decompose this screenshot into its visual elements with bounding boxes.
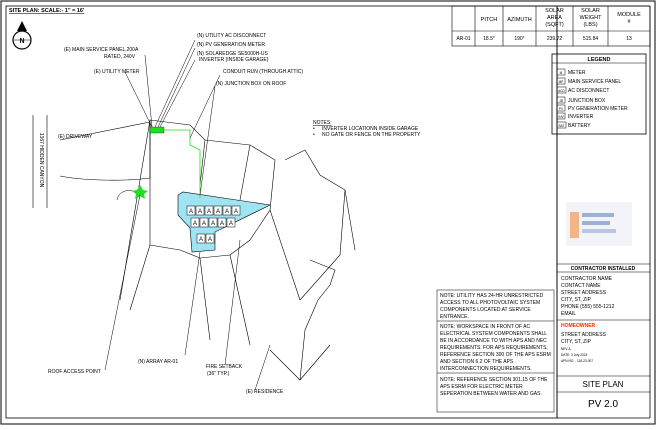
legend-symbol: JB <box>559 98 563 103</box>
label-fire-setback: FIRE SETBACK <box>206 364 243 370</box>
label-fire-setback-distance: (36" TYP.) <box>207 371 230 377</box>
svg-text:ELECTRICAL SYSTEM COMPONENTS S: ELECTRICAL SYSTEM COMPONENTS SHALL <box>440 331 548 337</box>
svg-text:AND SECTION 6.2 OF THE APS: AND SECTION 6.2 OF THE APS <box>440 359 514 365</box>
module-label: A <box>197 209 203 215</box>
svg-text:NOTE: REFERENCE SECTION 301.15: NOTE: REFERENCE SECTION 301.15 OF THE <box>440 377 548 383</box>
label-roof-access: ROOF ACCESS POINT <box>48 369 101 375</box>
legend-label: JUNCTION BOX <box>568 98 606 104</box>
legend <box>552 54 646 134</box>
homeowner-line: STREET ADDRESS <box>561 332 606 338</box>
side-note-workspace <box>440 324 551 372</box>
street-label: 1367 HIDDEN CANYON <box>38 132 44 188</box>
label-main-service-panel-rating: RATED, 240V <box>104 54 136 60</box>
homeowner-small: NEV-A <box>561 347 571 351</box>
homeowner-title: HOMEOWNER <box>561 323 596 329</box>
svg-text:NOTE: WORKSPACE IN FRONT OF AC: NOTE: WORKSPACE IN FRONT OF AC <box>440 324 531 330</box>
contractor-line: CONTRACTOR NAME <box>561 276 613 282</box>
svg-text:INTERCONNECTION REQUIREMENTS.: INTERCONNECTION REQUIREMENTS. <box>440 366 532 372</box>
module-label: A <box>206 209 212 215</box>
conduit-run <box>132 127 200 199</box>
module-label: A <box>188 209 194 215</box>
side-note-meter-separation <box>440 377 548 397</box>
module-label: A <box>219 221 225 227</box>
svg-text:COMPONENTS LOCATED AT SERVICE: COMPONENTS LOCATED AT SERVICE <box>440 307 531 313</box>
label-main-service-panel: (E) MAIN SERVICE PANEL,200A <box>64 47 139 53</box>
homeowner-line: CITY, ST, ZIP <box>561 339 591 345</box>
legend-symbol: MP <box>558 79 564 84</box>
module-label: A <box>215 209 221 215</box>
table-header-solar-area: SOLAR AREA (SQFT) <box>545 8 564 28</box>
label-conduit: CONDUIT RUN (THROUGH ATTIC) <box>223 69 304 75</box>
legend-item-main-service-panel <box>557 78 621 85</box>
site-plan-scale: SITE PLAN: SCALE:- 1" = 16' <box>9 8 85 14</box>
table-header-module: MODULE # <box>617 12 641 25</box>
contractor-line: STREET ADDRESS <box>561 290 606 296</box>
module-label: A <box>224 209 230 215</box>
label-inverter-location: INVERTER (INSIDE GARAGE) <box>199 57 269 63</box>
module-label: A <box>228 221 234 227</box>
sheet-name: SITE PLAN <box>582 380 624 389</box>
module-label: A <box>207 237 213 243</box>
module-label: A <box>192 221 198 227</box>
table-cell-array-id: AR-01 <box>456 36 471 42</box>
contractor-line: CITY, ST, ZIP <box>561 297 591 303</box>
legend-item-inverter <box>557 113 594 120</box>
contractor-line: EMAIL <box>561 311 577 317</box>
legend-symbol: BAT <box>558 123 565 128</box>
svg-text:REFERENCE SECTION 300 OF THE A: REFERENCE SECTION 300 OF THE APS ESRM <box>440 352 551 358</box>
label-utility-meter: (E) UTILITY METER <box>94 69 140 75</box>
plan-note: NO GATE OR FENCE ON THE PROPERTY <box>322 132 421 138</box>
sheet-number: PV 2.0 <box>587 399 619 410</box>
contractor-line: CONTACT NAME <box>561 283 601 289</box>
legend-label: MAIN SERVICE PANEL <box>568 79 622 85</box>
module-label: A <box>201 221 207 227</box>
label-ac-disconnect: (N) UTILITY AC DISCONNECT <box>197 33 267 39</box>
label-pv-meter: (N) PV GENERATION METER <box>197 42 265 48</box>
table-cell-pitch: 18.5° <box>483 36 495 42</box>
svg-text:BE IN ACCORDANCE TO WITH APS A: BE IN ACCORDANCE TO WITH APS AND NEC <box>440 338 547 344</box>
svg-text:ACCESS TO ALL PHOTOVOLTAIC SYS: ACCESS TO ALL PHOTOVOLTAIC SYSTEM <box>440 300 541 306</box>
svg-text:SEPERATION BETWEEN WATER AND G: SEPERATION BETWEEN WATER AND GAS. <box>440 391 542 397</box>
legend-label: AC DISCONNECT <box>568 88 610 94</box>
label-junction-box: (N) JUNCTION BOX ON ROOF <box>216 81 287 87</box>
driveway-label: (E) DRIVEWAY <box>58 134 93 140</box>
side-note-utility-access <box>440 293 544 320</box>
plan-notes <box>313 120 421 138</box>
legend-symbol: PV <box>558 106 564 111</box>
legend-title: LEGEND <box>587 57 611 63</box>
svg-text:•: • <box>313 132 315 138</box>
label-array: (N) ARRAY AR-01 <box>138 359 179 365</box>
table-cell-azimuth: 190° <box>514 36 525 42</box>
legend-symbol: ACD <box>558 88 565 93</box>
table-header-azimuth: AZIMUTH <box>507 17 532 23</box>
north-label: N <box>19 38 25 45</box>
homeowner-small: APN NO: - 118-23-007 <box>561 359 594 363</box>
module-label: A <box>198 237 204 243</box>
module-row-2 <box>191 218 235 227</box>
table-header-pitch: PITCH <box>480 17 498 23</box>
contractor-logo <box>566 202 632 246</box>
module-label: A <box>210 221 216 227</box>
label-residence: (E) RESIDENCE <box>246 389 284 395</box>
legend-item-ac-disconnect <box>557 87 609 94</box>
svg-text:APS ESRM FOR ELECTRIC METER: APS ESRM FOR ELECTRIC METER <box>440 384 523 390</box>
legend-label: METER <box>568 70 586 76</box>
driveway <box>58 122 150 180</box>
svg-text:NOTE: UTILITY HAS 24-HR UNREST: NOTE: UTILITY HAS 24-HR UNRESTRICTED <box>440 293 544 299</box>
module-label: A <box>233 209 239 215</box>
legend-item-battery <box>557 122 591 129</box>
legend-symbol: INV <box>558 114 564 119</box>
legend-label: BATTERY <box>568 123 591 129</box>
contractor-line: PHONE (555) 555-1212 <box>561 304 615 310</box>
north-arrow-icon <box>13 21 31 49</box>
plan-note: INVERTER LOCATIONN INSIDE GARAGE <box>322 126 419 132</box>
svg-text:REQUIREMENTS. FOR APS REQUIREM: REQUIREMENTS. FOR APS REQUIREMENTS, <box>440 345 548 351</box>
table-cell-module-count: 13 <box>626 36 632 42</box>
table-cell-solar-weight: 515.84 <box>582 36 599 42</box>
side-notes <box>437 290 554 412</box>
svg-text:•: • <box>313 126 315 132</box>
table-cell-solar-area: 239.72 <box>546 36 563 42</box>
plan-notes-title: NOTES: <box>313 120 332 126</box>
legend-label: INVERTER <box>568 114 594 120</box>
svg-text:ENTRANCE.: ENTRANCE. <box>440 314 469 320</box>
homeowner-small: DATE: 3 July 2024 <box>561 353 588 357</box>
legend-label: PV GENERATION METER <box>568 106 628 112</box>
array-table <box>452 6 650 46</box>
legend-item-meter <box>557 69 586 76</box>
legend-item-pv-meter <box>557 105 628 112</box>
legend-item-junction-box <box>557 97 606 104</box>
solar-array-ar01 <box>178 192 270 252</box>
legend-symbol: M <box>559 70 563 75</box>
label-inverter: (N) SOLAREDGE SE5000H-US <box>197 51 268 57</box>
residence-outline <box>120 120 355 380</box>
contractor-title: CONTRACTOR INSTALLED <box>570 266 636 272</box>
table-header-solar-weight: SOLAR WEIGHT (LBS) <box>579 8 602 28</box>
